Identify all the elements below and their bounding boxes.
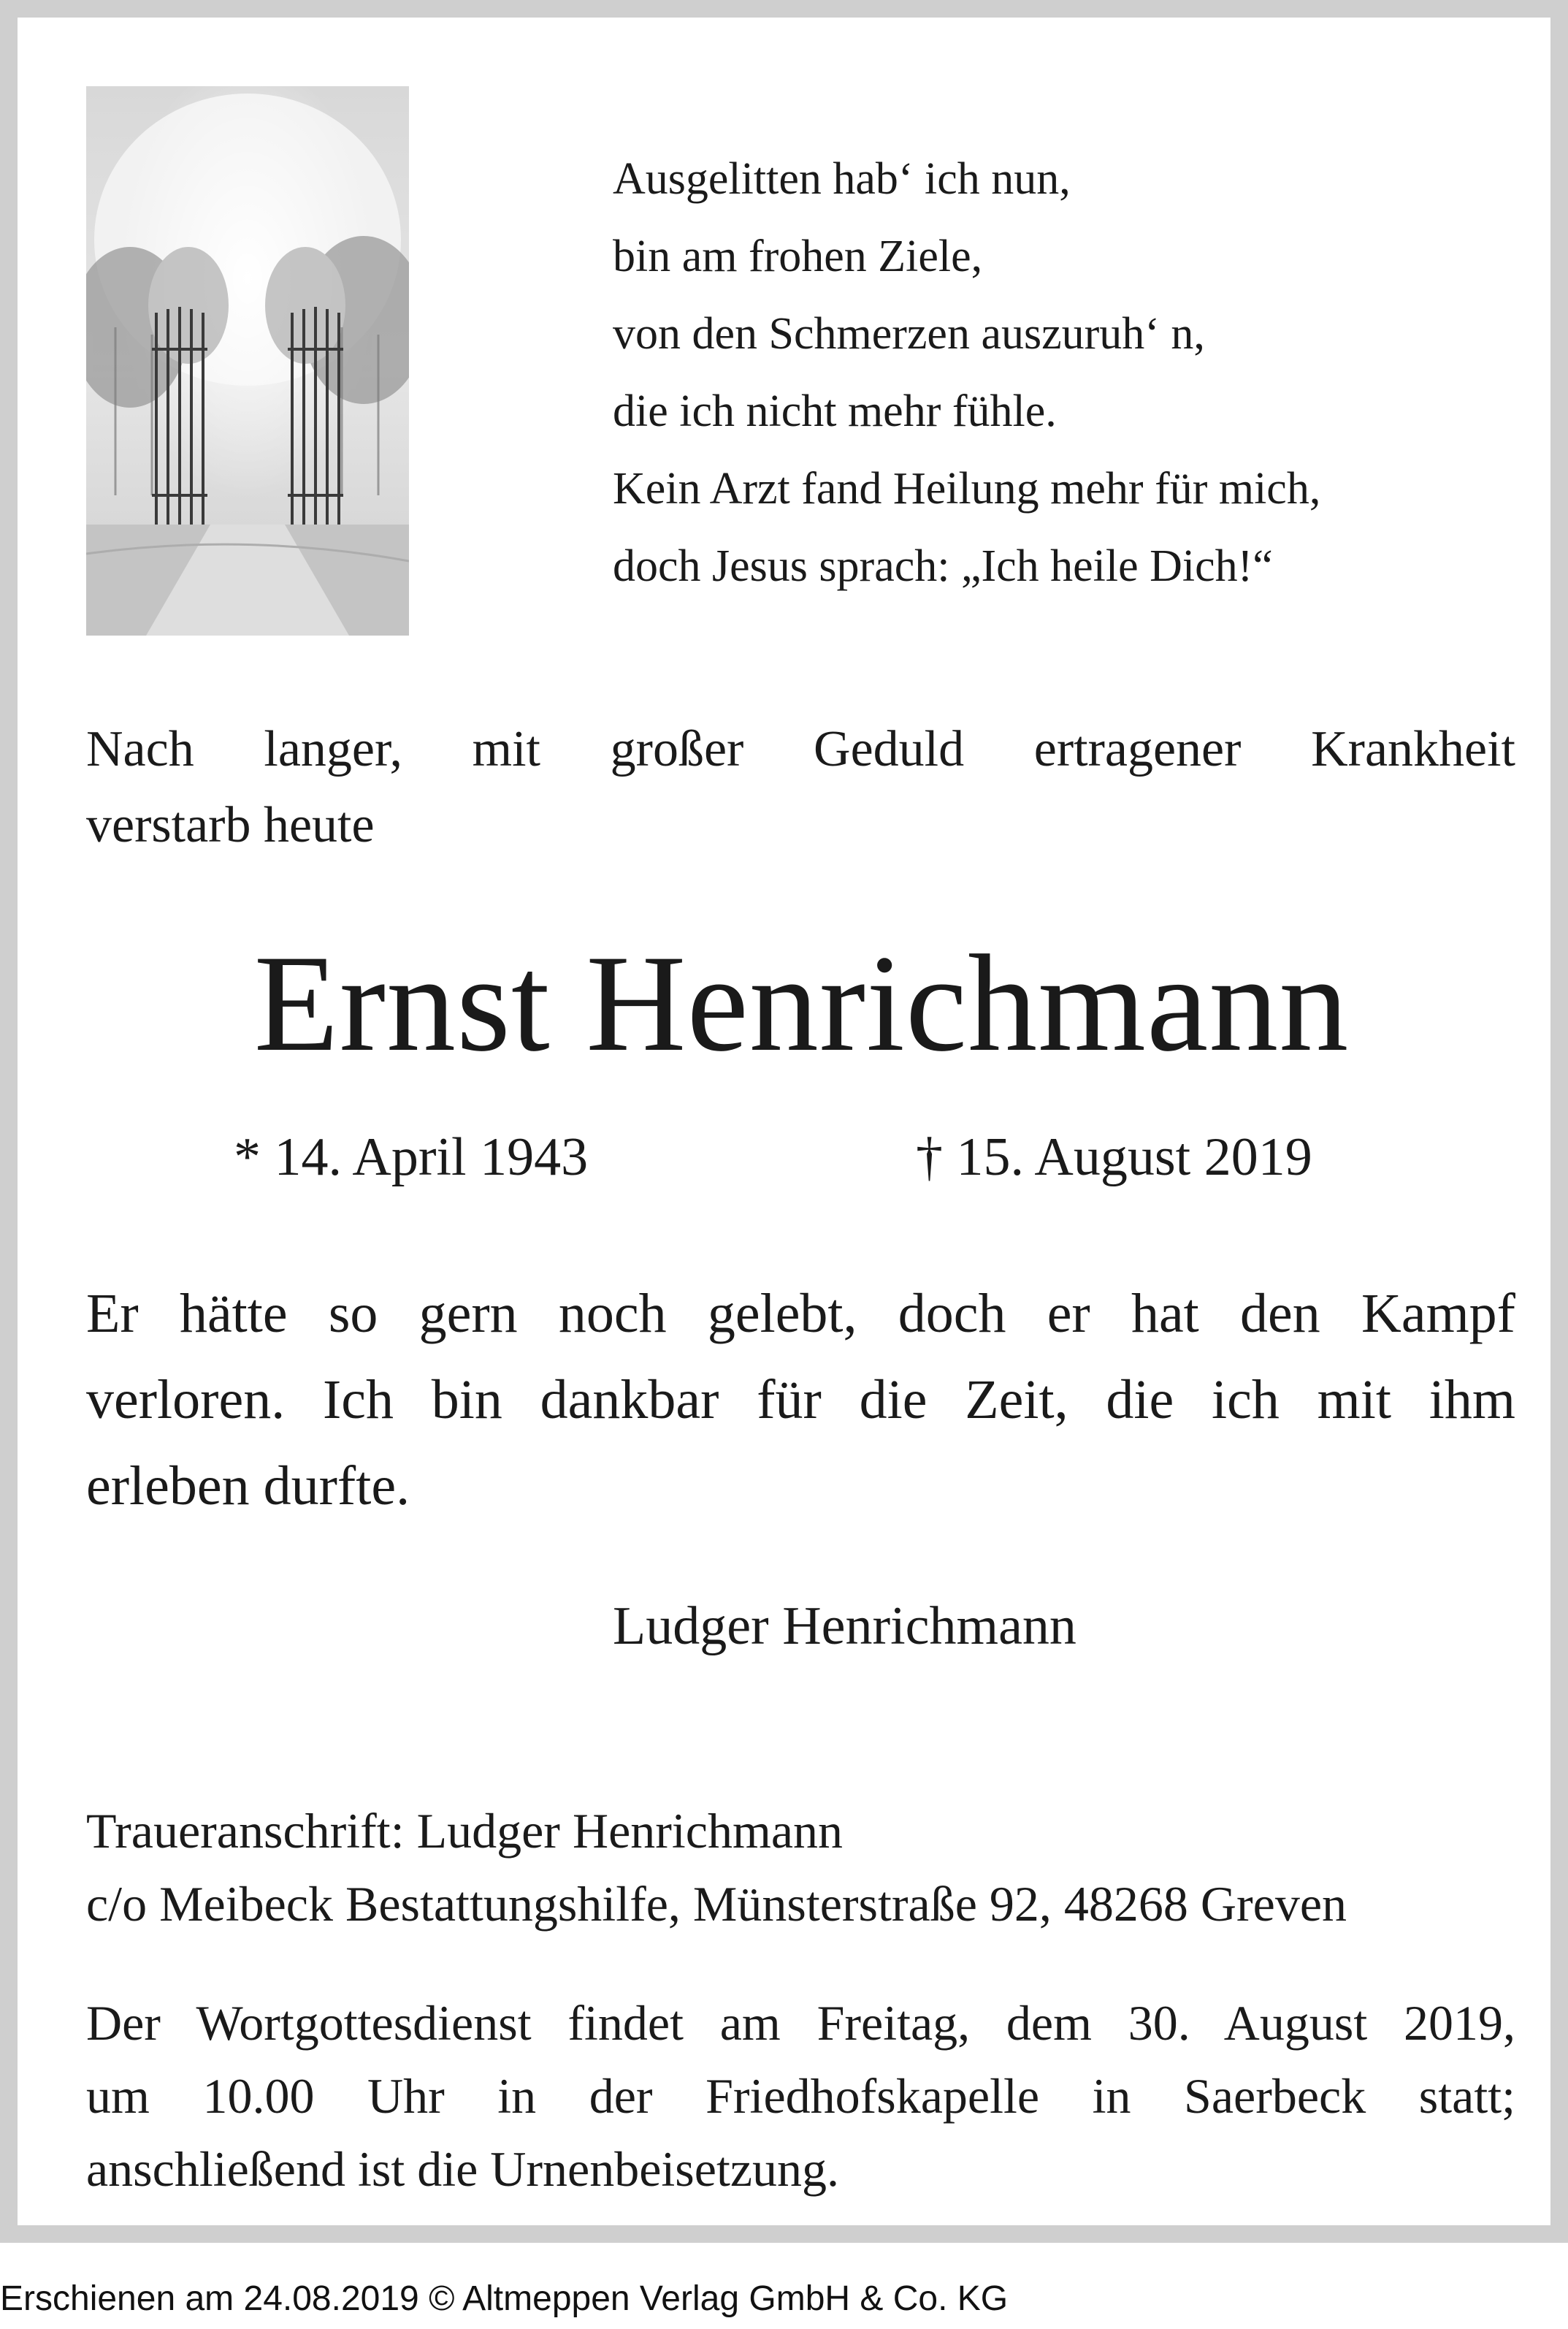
intro-line: Nach langer, mit großer Geduld ertragener Krankheit bbox=[86, 721, 1515, 777]
mourning-address bbox=[86, 1794, 1515, 1940]
service-line: Der Wortgottesdienst findet am Freitag, dem 30. August 2019, bbox=[86, 1995, 1515, 2051]
signature: Ludger Henrichmann bbox=[613, 1596, 1076, 1656]
poem-line: Kein Arzt fand Heilung mehr für mich, bbox=[613, 464, 1321, 514]
poem-line: Ausgelitten hab‘ ich nun, bbox=[613, 154, 1071, 204]
message-line: verloren. Ich bin dankbar für die Zeit, die ich mit ihm bbox=[86, 1369, 1515, 1430]
service-info bbox=[86, 1986, 1515, 2206]
poem-line: doch Jesus sprach: „Ich heile Dich!“ bbox=[613, 541, 1273, 591]
birth-date: * 14. April 1943 bbox=[234, 1127, 589, 1187]
service-line: anschließend ist die Urnenbeisetzung. bbox=[86, 2141, 840, 2197]
gate-illustration bbox=[86, 86, 409, 636]
cemetery-gate-image bbox=[86, 86, 409, 636]
poem-line: von den Schmerzen auszuruh‘ n, bbox=[613, 309, 1205, 359]
farewell-message bbox=[86, 1270, 1515, 1529]
death-date: † 15. August 2019 bbox=[916, 1127, 1312, 1187]
address-line: Traueranschrift: Ludger Henrichmann bbox=[86, 1803, 844, 1859]
poem bbox=[613, 140, 1320, 605]
message-line: erleben durfte. bbox=[86, 1455, 410, 1517]
message-line: Er hätte so gern noch gelebt, doch er hat den Kampf bbox=[86, 1283, 1515, 1344]
publication-footer: Erschienen am 24.08.2019 © Altmeppen Verlag GmbH & Co. KG bbox=[0, 2279, 1009, 2318]
service-line: um 10.00 Uhr in der Friedhofskapelle in Saerbeck statt; bbox=[86, 2068, 1515, 2124]
intro-line: verstarb heute bbox=[86, 797, 375, 853]
address-line: c/o Meibeck Bestattungshilfe, Münsterstraße 92, 48268 Greven bbox=[86, 1876, 1347, 1932]
poem-line: bin am frohen Ziele, bbox=[613, 232, 983, 281]
intro-text bbox=[86, 712, 1515, 864]
poem-line: die ich nicht mehr fühle. bbox=[613, 386, 1057, 436]
deceased-name: Ernst Henrichmann bbox=[253, 927, 1350, 1080]
